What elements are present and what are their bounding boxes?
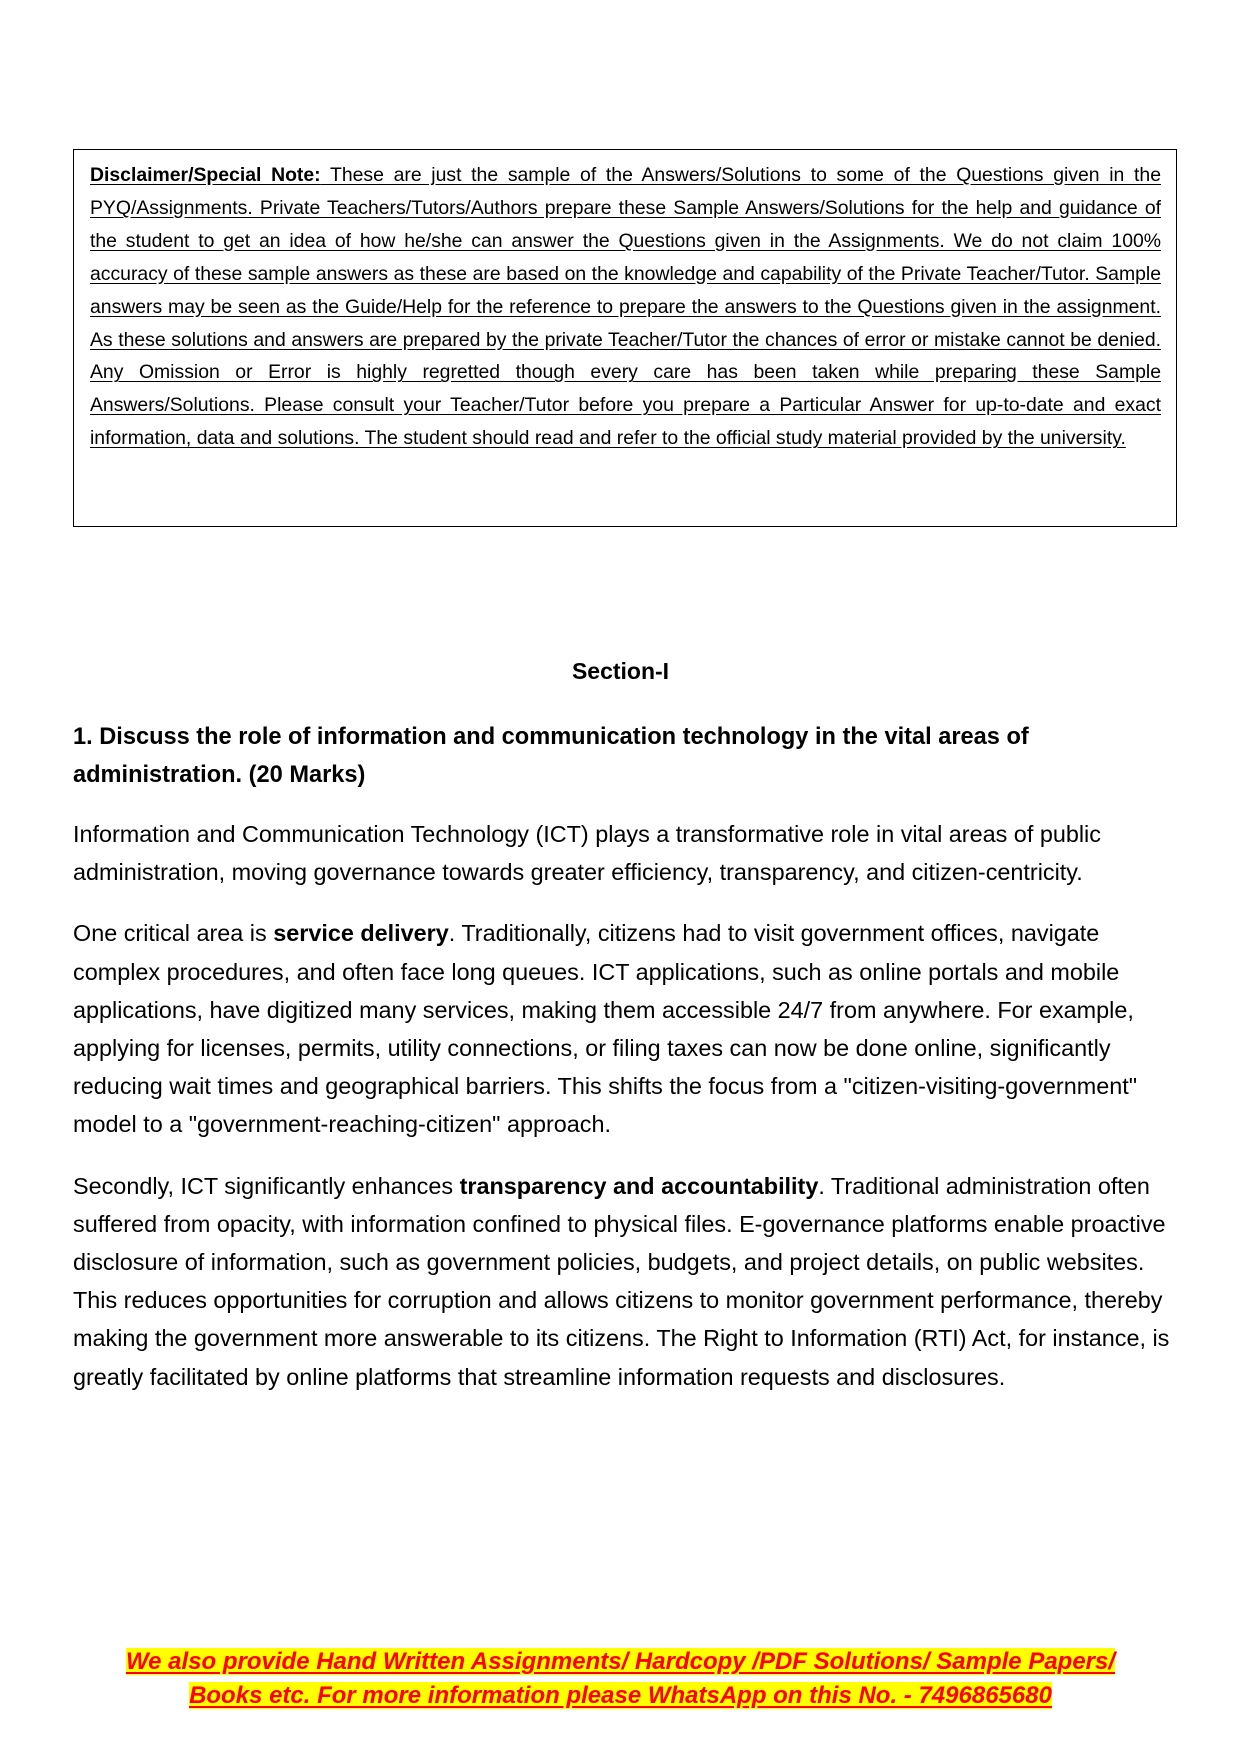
promo-footer: [0, 1645, 1241, 1713]
disclaimer-text: [90, 159, 1161, 455]
paragraph-text: . Traditionally, citizens had to visit government offices, navigate complex procedures, and often face long queues. ICT applications, such as online portals and mobile applications, have digitized many services, making them accessible 24/7 from anywhere. For example, applying for licenses, permits, utility connections, or filing taxes can now be done online, significantly reducing wait times and geographical barriers. This shifts the focus from a "citizen-visiting-government" model to a "government-reaching-citizen" approach.: [73, 920, 1138, 1138]
answer-content: [73, 718, 1183, 1419]
paragraph-text: Secondly, ICT significantly enhances: [73, 1172, 460, 1199]
disclaimer-body: These are just the sample of the Answers/Solutions to some of the Questions given in the PYQ/Assignments. Private Teachers/Tutors/Authors prepare these Sample Answers/Solutions for the help and guidance of the student to get an idea of how he/she can answer the Questions given in the Assignments. We do not claim 100% accuracy of these sample answers as these are based on the knowledge and capability of the Private Teacher/Tutor. Sample answers may be seen as the Guide/Help for the reference to prepare the answers to the Questions given in the assignment. As these solutions and answers are prepared by the private Teacher/Tutor the chances of error or mistake cannot be denied. Any Omission or Error is highly regretted though every care has been taken while preparing these Sample Answers/Solutions. Please consult your Teacher/Tutor before you prepare a Particular Answer for up-to-date and exact information, data and solutions. The student should read and refer to the official study material provided by the university.: [90, 164, 1161, 450]
question-heading: 1. Discuss the role of information and communication technology in the vital areas of administration. (20 Marks): [73, 724, 1029, 788]
emphasis-text: service delivery: [273, 920, 449, 947]
promo-line-1: We also provide Hand Written Assignments/ Hardcopy /PDF Solutions/ Sample Papers/: [125, 1648, 1116, 1675]
disclaimer-box: [73, 149, 1177, 527]
disclaimer-label: Disclaimer/Special Note:: [90, 164, 321, 186]
paragraph-intro: Information and Communication Technology (ICT) plays a transformative role in vital areas of public administration, moving governance towards greater efficiency, transparency, and citizen-centricity.: [73, 821, 1101, 886]
paragraph-text: One critical area is: [73, 920, 274, 947]
paragraph-transparency: [73, 1167, 1183, 1396]
emphasis-text: transparency and accountability: [459, 1172, 819, 1199]
paragraph-text: . Traditional administration often suffered from opacity, with information confined to physical files. E-governance platforms enable proactive disclosure of information, such as government policies, budgets, and project details, on public websites. This reduces opportunities for corruption and allows citizens to monitor government performance, thereby making the government more answerable to its citizens. The Right to Information (RTI) Act, for instance, is greatly facilitated by online platforms that streamline information requests and disclosures.: [73, 1172, 1170, 1390]
promo-line-2: Books etc. For more information please WhatsApp on this No. - 7496865680: [189, 1682, 1052, 1709]
paragraph-service-delivery: [73, 914, 1183, 1143]
section-title: Section-I: [571, 658, 670, 684]
